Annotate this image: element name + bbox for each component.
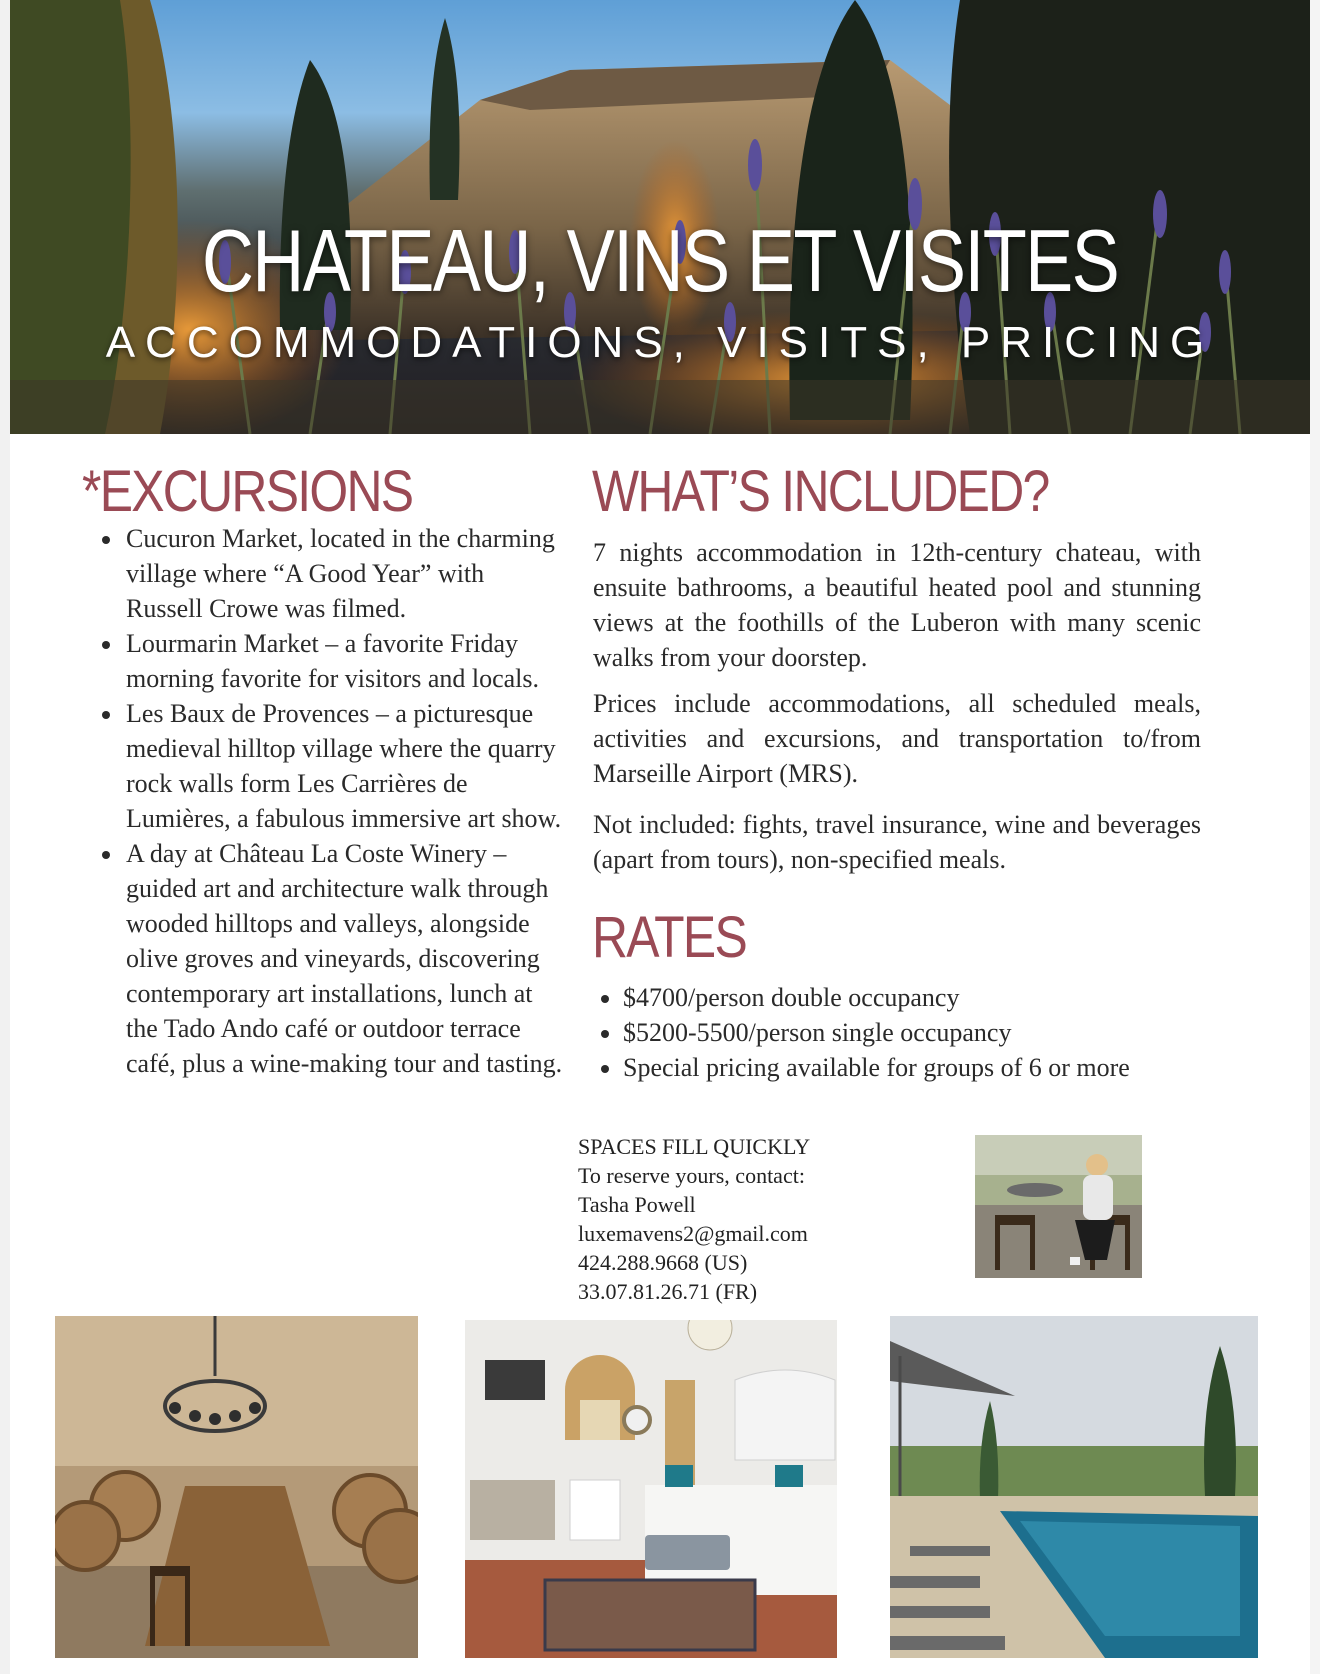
excursion-item: • A day at Château La Coste Winery – guided art and architecture walk through wooded hilltops and valleys, alongside olive groves and vineyards, discovering contemporary art installations, lunch at the Tado Ando café or outdoor terrace café, plus a wine-making tour and tasting.	[124, 836, 564, 1081]
included-paragraph-not-included: Not included: fights, travel insurance, wine and beverages (apart from tours), non-specified meals.	[593, 810, 1201, 874]
excursion-item: • Cucuron Market, located in the charming village where “A Good Year” with Russell Crowe was filmed.	[124, 521, 564, 626]
contact-phone-fr[interactable]: 33.07.81.26.71 (FR)	[578, 1279, 758, 1304]
included-paragraph-prices: Prices include accommodations, all scheduled meals, activities and excursions, and transportation to/from Marseille Airport (MRS).	[593, 689, 1201, 788]
page-edge-left	[0, 0, 10, 1674]
included-heading: WHAT’S INCLUDED?	[592, 459, 1049, 524]
hero-title: CHATEAU, VINS ET VISITES	[201, 211, 1119, 310]
rate-item: • $5200-5500/person single occupancy	[623, 1015, 1243, 1050]
pool-photo	[890, 1316, 1258, 1658]
excursions-heading: *EXCURSIONS	[82, 459, 413, 524]
contact-block	[578, 1132, 898, 1306]
wine-cellar-photo	[55, 1316, 418, 1658]
bedroom-photo	[465, 1320, 837, 1658]
rates-heading: RATES	[592, 905, 747, 970]
hero-subtitle: ACCOMMODATIONS, VISITS, PRICING	[105, 318, 1215, 367]
contact-name: Tasha Powell	[578, 1192, 696, 1217]
excursion-item: • Lourmarin Market – a favorite Friday morning favorite for visitors and locals.	[124, 626, 564, 696]
excursions-list	[84, 521, 564, 1081]
included-paragraph-accommodation: 7 nights accommodation in 12th-century chateau, with ensuite bathrooms, a beautiful heated pool and stunning views at the foothills of the Luberon with many scenic walks from your doorstep.	[593, 538, 1201, 672]
contact-phone-us[interactable]: 424.288.9668 (US)	[578, 1250, 748, 1275]
hero-banner	[10, 0, 1310, 434]
contact-email[interactable]: luxemavens2@gmail.com	[578, 1221, 808, 1246]
rate-item: • $4700/person double occupancy	[623, 980, 1243, 1015]
excursion-item: • Les Baux de Provences – a picturesque medieval hilltop village where the quarry rock walls form Les Carrières de Lumières, a fabulous immersive art show.	[124, 696, 564, 836]
host-portrait-photo	[975, 1135, 1142, 1278]
rate-item: • Special pricing available for groups of 6 or more	[623, 1050, 1243, 1085]
page-edge-right	[1310, 0, 1320, 1674]
rates-list	[593, 980, 1243, 1085]
contact-headline: SPACES FILL QUICKLY	[578, 1134, 811, 1159]
contact-instruction: To reserve yours, contact:	[578, 1163, 805, 1188]
